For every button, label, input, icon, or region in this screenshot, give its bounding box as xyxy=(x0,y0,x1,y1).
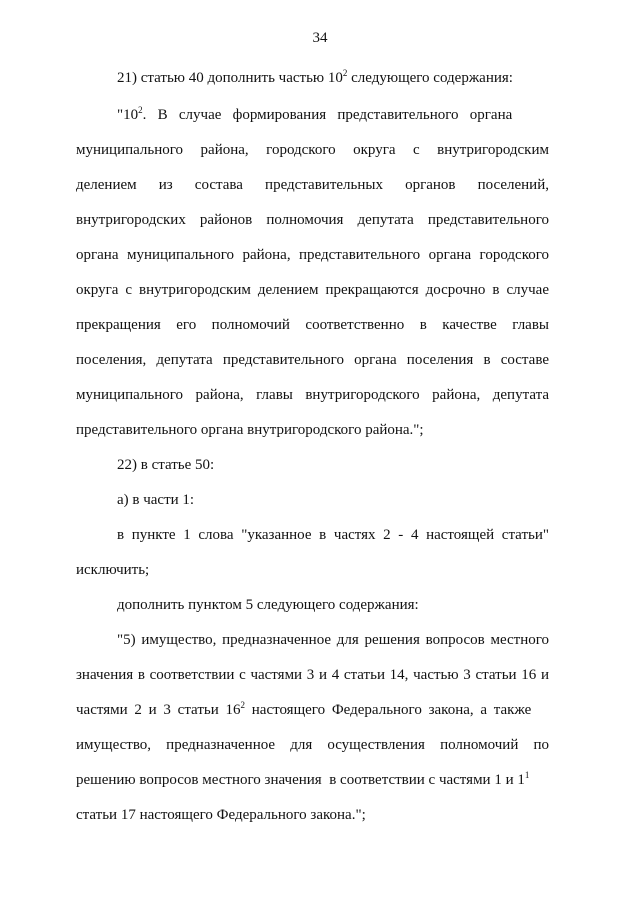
text-line: делением из состава представительных органов поселений, xyxy=(76,177,549,193)
text-line: органа муниципального района, представительного органа городского xyxy=(76,247,549,263)
text-line: внутригородских районов полномочия депутата представительного xyxy=(76,212,549,228)
page-number: 34 xyxy=(312,30,328,46)
text-line: муниципального района, городского округа с внутригородским xyxy=(76,142,549,158)
text-line: округа с внутригородским делением прекращаются досрочно в случае xyxy=(76,282,549,298)
text-line: а) в части 1: xyxy=(117,492,195,508)
text-line: прекращения его полномочий соответственно в качестве главы xyxy=(76,317,549,333)
text-line: "5) имущество, предназначенное для решения вопросов местного xyxy=(117,632,549,648)
text-line: 22) в статье 50: xyxy=(117,457,215,473)
text-line: поселения, депутата представительного органа поселения в составе xyxy=(76,352,549,368)
text-line: 21) статью 40 дополнить частью $10^2$ следующего содержания: xyxy=(117,68,513,86)
text-line: решению вопросов местного значения в соответствии с частями 1 и $1^1$ xyxy=(76,770,530,788)
text-line: имущество, предназначенное для осуществления полномочий по xyxy=(76,737,549,753)
text-line: частями 2 и 3 статьи $16^2$ настоящего Федерального закона, а также xyxy=(76,700,532,718)
text-line: статьи 17 настоящего Федерального закона."; xyxy=(76,807,366,823)
text-line: представительного органа внутригородского района."; xyxy=(76,422,424,438)
text-line: муниципального района, главы внутригородского района, депутата xyxy=(76,387,549,403)
text-line: исключить; xyxy=(76,562,150,578)
text-line: дополнить пунктом 5 следующего содержания: xyxy=(117,597,419,613)
text-line: значения в соответствии с частями 3 и 4 статьи 14, частью 3 статьи 16 и xyxy=(76,667,549,683)
text-line: в пункте 1 слова "указанное в частях 2 - 4 настоящей статьи" xyxy=(117,527,549,543)
text-line: "$10^2$. В случае формирования представительного органа xyxy=(117,105,513,123)
